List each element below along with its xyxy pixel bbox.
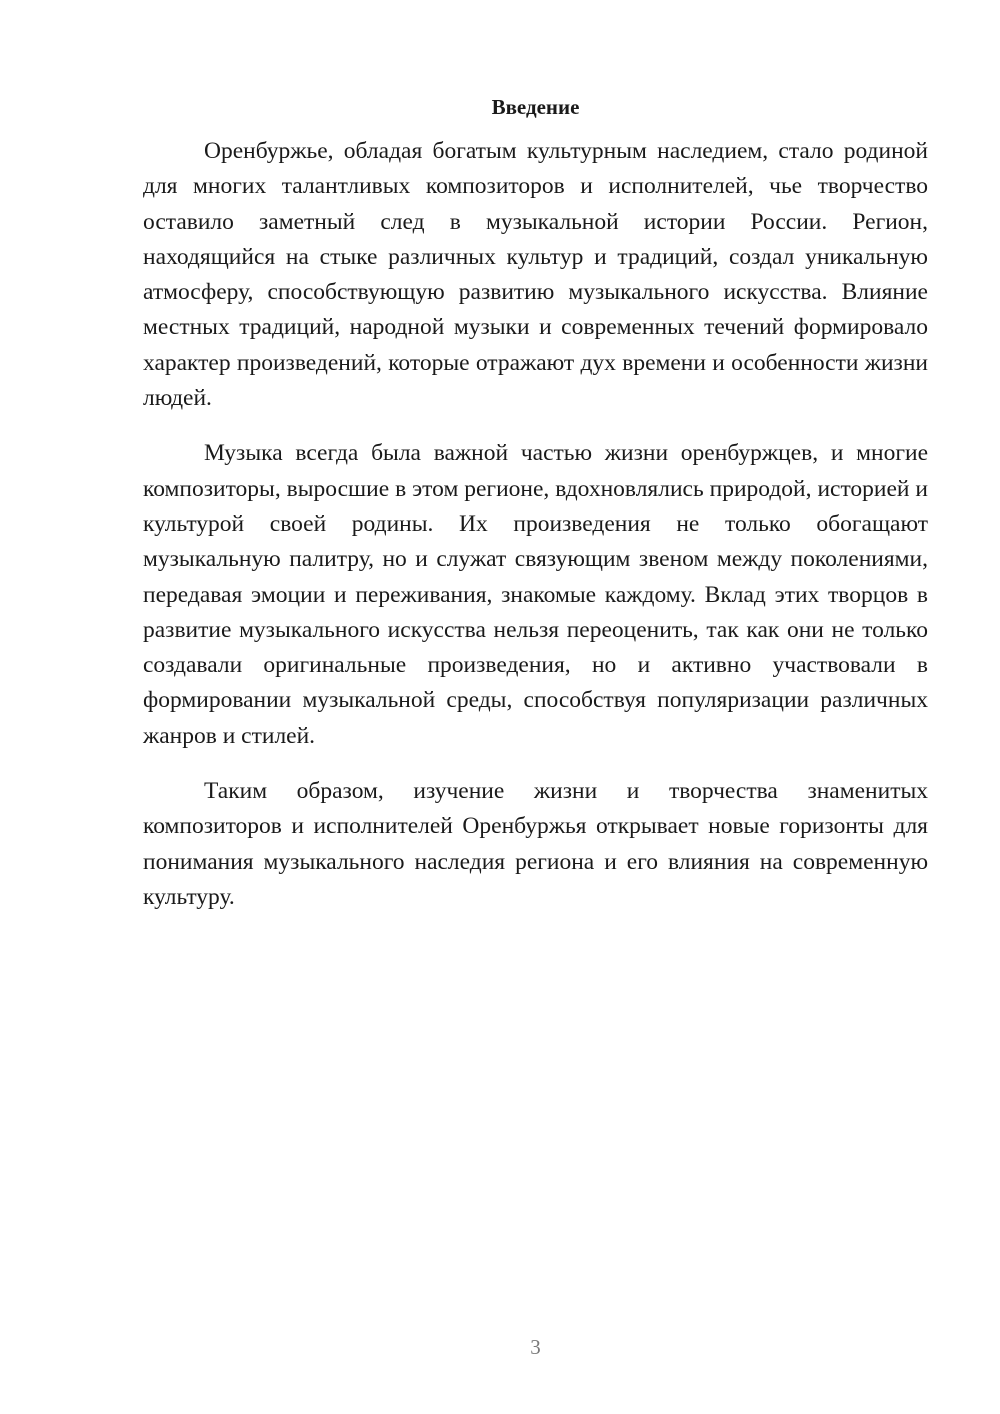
document-body bbox=[143, 95, 928, 935]
paragraph-3: Таким образом, изучение жизни и творчества знаменитых композиторов и исполнителей Оренбуржья открывает новые горизонты для понимания музыкального наследия региона и его влияния на современную культуру. bbox=[143, 778, 928, 910]
section-title: Введение bbox=[491, 95, 580, 119]
page-number: 3 bbox=[530, 1335, 541, 1359]
paragraph-1: Оренбуржье, обладая богатым культурным наследием, стало родиной для многих талантливых композиторов и исполнителей, чье творчество оставило заметный след в музыкальной истории России. Регион, находящийся на стыке различных культур и традиций, создал уникальную атмосферу, способствующую развитию музыкального искусства. Влияние местных традиций, народной музыки и современных течений формировало характер произведений, которые отражают дух времени и особенности жизни людей. bbox=[143, 138, 928, 412]
paragraph-2: Музыка всегда была важной частью жизни оренбуржцев, и многие композиторы, выросшие в этом регионе, вдохновлялись природой, историей и культурой своей родины. Их произведения не только обогащают музыкальную палитру, но и служат связующим звеном между поколениями, передавая эмоции и переживания, знакомые каждому. Вклад этих творцов в развитие музыкального искусства нельзя переоценить, так как они не только создавали оригинальные произведения, но и активно участвовали в формировании музыкальной среды, способствуя популяризации различных жанров и стилей. bbox=[143, 440, 928, 749]
